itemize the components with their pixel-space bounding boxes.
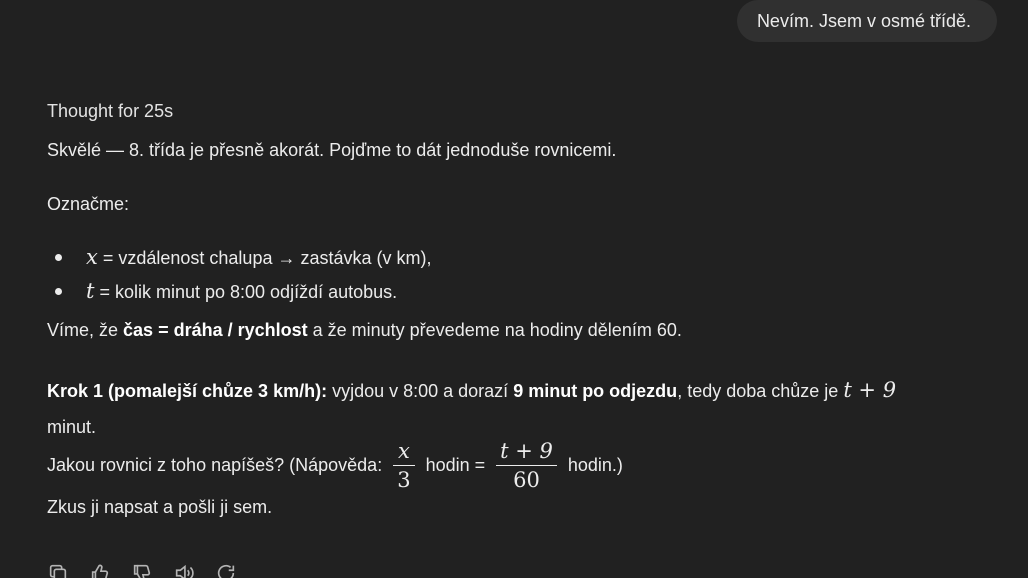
fraction-denominator: 3 [397,467,411,492]
intro-paragraph: Skvělé — 8. třída je přesně akorát. Pojďme to dát jednoduše rovnicemi. [47,140,617,160]
equation-hint [47,439,987,491]
thumbs-down-icon[interactable] [131,562,153,578]
regenerate-icon[interactable] [215,562,237,578]
equation-mid: hodin = [420,455,491,475]
math-variable: x [86,245,98,269]
fraction-numerator: t + 9 [500,438,553,463]
list-item [47,240,987,274]
step1-paragraph [47,372,987,445]
copy-icon[interactable] [47,562,69,578]
math-variable: t [86,279,95,303]
know-paragraph [47,316,987,344]
thumbs-up-icon[interactable] [89,562,111,578]
fraction-x-over-3 [393,437,414,494]
know-suffix: a že minuty převedeme na hodiny dělením 60. [307,320,682,340]
list-item [47,274,987,308]
fraction-numerator: x [397,438,410,463]
read-aloud-icon[interactable] [173,562,195,578]
fraction-denominator: 60 [513,467,540,492]
step1-math: t + 9 [843,378,897,402]
step1-bold-mid: 9 minut po odjezdu [513,381,678,401]
know-bold: čas = dráha / rychlost [123,320,308,340]
equation-prefix: Jakou rovnici z toho napíšeš? (Nápověda: [47,455,388,475]
bullet-dot [55,288,62,295]
equation-suffix: hodin.) [562,455,623,475]
message-actions [47,562,237,578]
user-message-text: Nevím. Jsem v osmé třídě. [756,10,971,31]
try-paragraph: Zkus ji napsat a pošli ji sem. [47,497,273,517]
step1-text-b: , tedy doba chůze je [677,381,844,401]
know-prefix: Víme, že [47,320,124,340]
assistant-message [47,96,987,521]
fraction-t9-over-60 [496,437,557,494]
bullet-dot [55,254,62,261]
user-message-bubble [737,0,997,42]
list-item-text: = kolik minut po 8:00 odjíždí autobus. [94,282,398,302]
list-item-text: = vzdálenost chalupa → zastávka (v km), [97,248,432,268]
mark-label: Označme: [47,194,130,214]
step1-text-c: minut. [47,417,97,437]
step1-text-a: vyjdou v 8:00 a dorazí [327,381,514,401]
step1-label: Krok 1 (pomalejší chůze 3 km/h): [47,381,328,401]
variable-list [47,240,987,308]
thought-toggle[interactable]: Thought for 25s [47,101,174,121]
